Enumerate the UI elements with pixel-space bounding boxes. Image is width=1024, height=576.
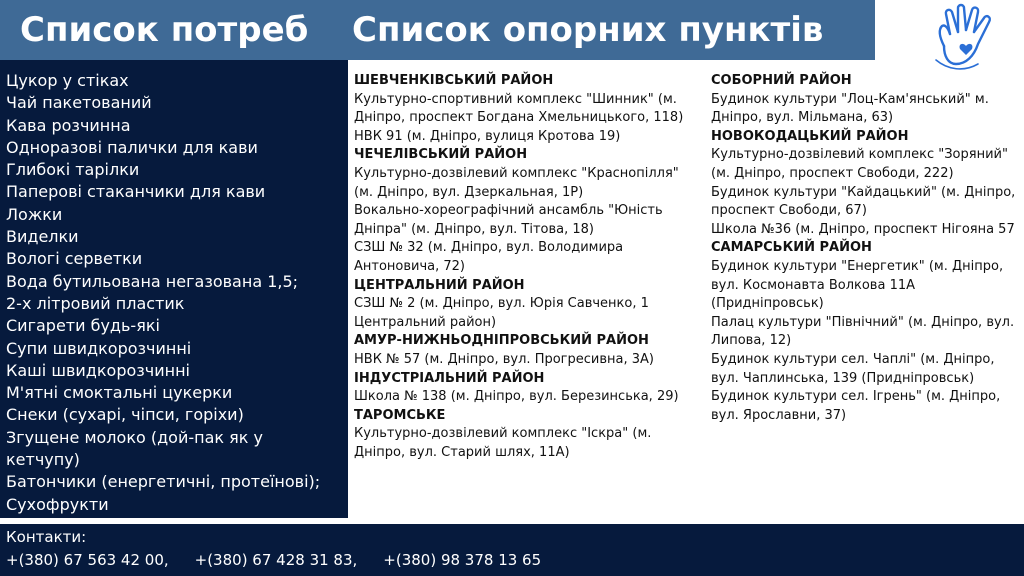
list-item: Ложки xyxy=(6,204,63,224)
phone-number[interactable]: +(380) 98 378 13 65 xyxy=(383,551,542,569)
district-heading: САМАРСЬКИЙ РАЙОН xyxy=(711,240,872,256)
points-column-right xyxy=(711,72,1023,425)
point-entry: Будинок культури "Енергетик" (м. Дніпро, вул. Космонавта Волкова 11А (Придніпровськ) xyxy=(711,258,1004,312)
list-item: Вологі серветки xyxy=(6,249,143,269)
district-heading: СОБОРНИЙ РАЙОН xyxy=(711,73,852,88)
point-entry: НВК 91 (м. Дніпро, вулиця Кротова 19) xyxy=(354,128,621,144)
contacts-footer xyxy=(0,524,1024,576)
list-item: М'ятні смоктальні цукерки xyxy=(6,383,233,403)
list-item: Кава розчинна xyxy=(6,115,131,135)
point-entry: Вокально-хореографічний ансамбль "Юність Дніпра" (м. Дніпро, вул. Тітова, 18) xyxy=(354,203,663,237)
contacts-label: Контакти: xyxy=(6,528,87,546)
district-heading: ТАРОМСЬКЕ xyxy=(354,407,446,423)
list-item: Каші швидкорозчинні xyxy=(6,360,190,380)
point-entry: Будинок культури "Лоц-Кам'янський" м. Дніпро, вул. Мільмана, 63) xyxy=(711,91,989,126)
point-entry: Будинок культури сел. Чаплі" (м. Дніпро, вул. Чаплинська, 139 (Придніпровськ) xyxy=(711,351,995,386)
list-item: 2-х літровий пластик xyxy=(6,293,185,313)
points-title: Список опорних пунктів xyxy=(352,10,824,50)
list-item: Глибокі тарілки xyxy=(6,160,140,180)
list-item: Паперові стаканчики для кави xyxy=(6,182,266,202)
list-item: Супи швидкорозчинні xyxy=(6,338,192,358)
district-heading: ШЕВЧЕНКІВСЬКИЙ РАЙОН xyxy=(354,73,554,88)
list-item: Сигарети будь-які xyxy=(6,316,160,336)
point-entry: Культурно-дозвілевий комплекс "Іскра" (м. Дніпро, вул. Старий шлях, 11А) xyxy=(354,426,652,460)
district-heading: ЦЕНТРАЛЬНИЙ РАЙОН xyxy=(354,277,525,293)
phone-list xyxy=(6,548,1024,572)
needs-list xyxy=(6,70,348,516)
needs-title: Список потреб xyxy=(20,10,309,50)
list-item: Згущене молоко (дой-пак як у кетчупу) xyxy=(6,427,263,470)
point-entry: Будинок культури сел. Ігрень" (м. Дніпро, вул. Ярославни, 37) xyxy=(711,389,1001,423)
list-item: Виделки xyxy=(6,227,79,247)
list-item: Снеки (сухарі, чіпси, горіхи) xyxy=(6,405,244,425)
points-column-left xyxy=(354,72,699,462)
district-heading: ЧЕЧЕЛІВСЬКИЙ РАЙОН xyxy=(354,147,528,163)
list-item: Чай пакетований xyxy=(6,93,152,113)
hand-heart-icon xyxy=(930,2,1010,74)
phone-number[interactable]: +(380) 67 428 31 83, xyxy=(194,551,358,569)
point-entry: Будинок культури "Кайдацький" (м. Дніпро, проспект Свободи, 67) xyxy=(711,184,1016,219)
point-entry: Палац культури "Північний" (м. Дніпро, вул. Липова, 12) xyxy=(711,314,1015,349)
point-entry: СЗШ № 32 (м. Дніпро, вул. Володимира Антоновича, 72) xyxy=(354,240,624,274)
list-item: Вода бутильована негазована 1,5; xyxy=(6,271,299,291)
point-entry: Культурно-дозвілевий комплекс "Зоряний" (м. Дніпро, проспект Свободи, 222) xyxy=(711,147,1008,181)
point-entry: Школа №36 (м. Дніпро, проспект Нігояна 57 xyxy=(711,221,1015,237)
point-entry: СЗШ № 2 (м. Дніпро, вул. Юрія Савченко, 1 Центральний район) xyxy=(354,296,649,330)
point-entry: Культурно-дозвілевий комплекс "Краснопілля" (м. Дніпро, вул. Дзеркальная, 1Р) xyxy=(354,165,679,200)
list-item: Батончики (енергетичні, протеїнові); xyxy=(6,472,321,492)
header-bar xyxy=(0,0,875,60)
point-entry: НВК № 57 (м. Дніпро, вул. Прогресивна, 3А) xyxy=(354,351,654,367)
phone-number[interactable]: +(380) 67 563 42 00, xyxy=(6,551,169,569)
district-heading: АМУР-НИЖНЬОДНІПРОВСЬКИЙ РАЙОН xyxy=(354,333,649,349)
district-heading: НОВОКОДАЦЬКИЙ РАЙОН xyxy=(711,128,909,144)
needs-panel xyxy=(0,60,348,518)
list-item: Сухофрукти xyxy=(6,494,109,514)
list-item: Цукор у стіках xyxy=(6,71,129,90)
list-item: Одноразові палички для кави xyxy=(6,137,258,157)
point-entry: Школа № 138 (м. Дніпро, вул. Березинська, 29) xyxy=(354,389,679,405)
point-entry: Культурно-спортивний комплекс "Шинник" (м. Дніпро, проспект Богдана Хмельницького, 118) xyxy=(354,91,684,126)
district-heading: ІНДУСТРІАЛЬНИЙ РАЙОН xyxy=(354,370,545,386)
